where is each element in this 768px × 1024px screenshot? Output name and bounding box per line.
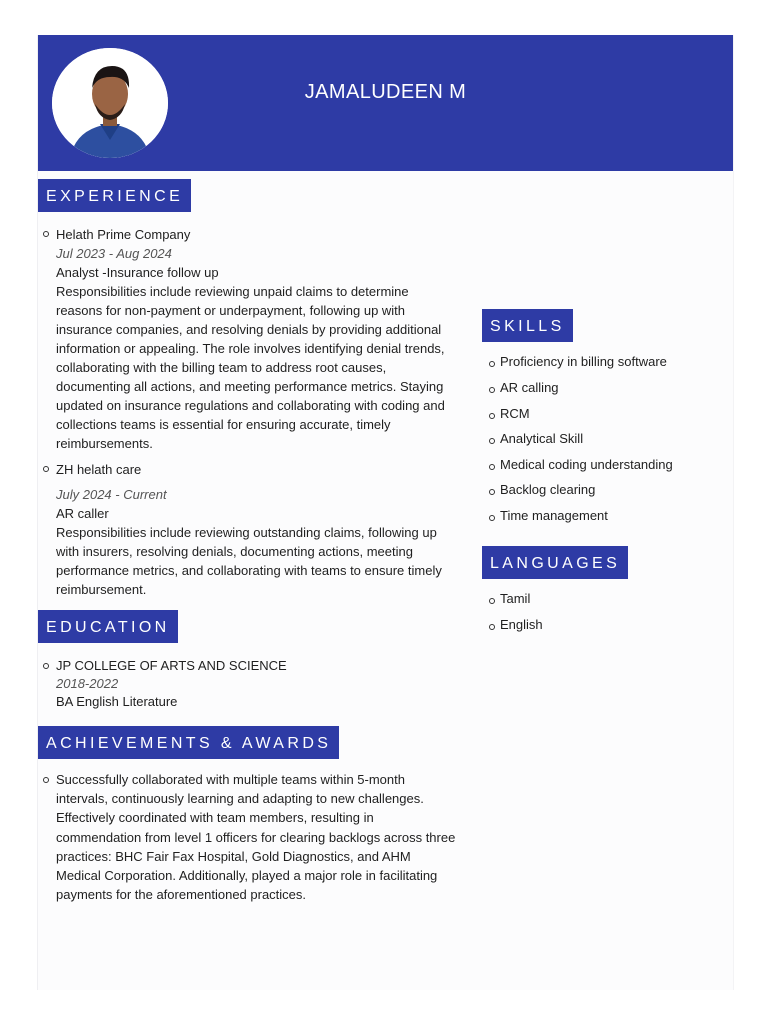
job-role: Analyst -Insurance follow up [56, 265, 219, 280]
skill-item: Backlog clearing [500, 481, 595, 499]
bullet-icon [43, 663, 49, 669]
experience-item-1 [56, 225, 456, 453]
bullet-icon [43, 231, 49, 237]
bullet-icon [489, 361, 495, 367]
experience-item-2 [56, 460, 456, 599]
company-name: Helath Prime Company [56, 227, 191, 242]
job-description: Responsibilities include reviewing outstanding claims, following up with insurers, resolving denials, documenting actions, meeting performance metrics, and collaborating with teams to ensure timely reimbursement. [56, 525, 442, 597]
achievements-section-title: ACHIEVEMENTS & AWARDS [38, 726, 339, 759]
job-role: AR caller [56, 506, 109, 521]
bullet-icon [489, 489, 495, 495]
bullet-icon [489, 515, 495, 521]
education-section-title: EDUCATION [38, 610, 178, 643]
education-item-1 [56, 657, 456, 711]
resume-header [38, 35, 733, 171]
bullet-icon [43, 777, 49, 783]
skill-item: Medical coding understanding [500, 456, 673, 474]
job-dates: Jul 2023 - Aug 2024 [56, 246, 172, 261]
languages-section-title: LANGUAGES [482, 546, 628, 579]
experience-section-title: EXPERIENCE [38, 179, 191, 212]
company-name: ZH helath care [56, 462, 142, 477]
skill-item: Analytical Skill [500, 430, 583, 448]
skill-item: Time management [500, 507, 608, 525]
achievement-item-1 [56, 770, 456, 904]
skill-item: RCM [500, 405, 530, 423]
education-dates: 2018-2022 [56, 676, 119, 691]
degree: BA English Literature [56, 694, 178, 709]
skills-section-title: SKILLS [482, 309, 573, 342]
bullet-icon [489, 438, 495, 444]
skill-item: Proficiency in billing software [500, 353, 667, 371]
language-item: Tamil [500, 590, 530, 608]
candidate-name: JAMALUDEEN M [304, 81, 467, 103]
job-dates: July 2024 - Current [56, 487, 167, 502]
bullet-icon [489, 598, 495, 604]
bullet-icon [43, 466, 49, 472]
job-description: Responsibilities include reviewing unpaid claims to determine reasons for non-payment or underpayment, following up with insurance companies, and resolving denials by providing additional information or appealing. The role involves identifying denial trends, collaborating with the billing team to address root causes, documenting all actions, and meeting performance metrics. Staying updated on insurance regulations and collaborating with coding and collections teams is essential for ensuring accurate, timely reimbursements. [56, 284, 445, 451]
bullet-icon [489, 387, 495, 393]
achievement-text: Successfully collaborated with multiple teams within 5-month intervals, continuously learning and adapting to new challenges. Effectively coordinated with team members, resulting in commendation from level 1 officers for clearing backlogs across three practices: BHC Fair Fax Hospital, Gold Diagnostics, and AHM Medical Corporation. Additionally, played a major role in facilitating payments for the aforementioned practices. [56, 772, 456, 903]
school-name: JP COLLEGE OF ARTS AND SCIENCE [56, 658, 287, 673]
skill-item: AR calling [500, 379, 559, 397]
resume-page [37, 35, 734, 990]
bullet-icon [489, 464, 495, 470]
bullet-icon [489, 413, 495, 419]
language-item: English [500, 616, 543, 634]
bullet-icon [489, 624, 495, 630]
